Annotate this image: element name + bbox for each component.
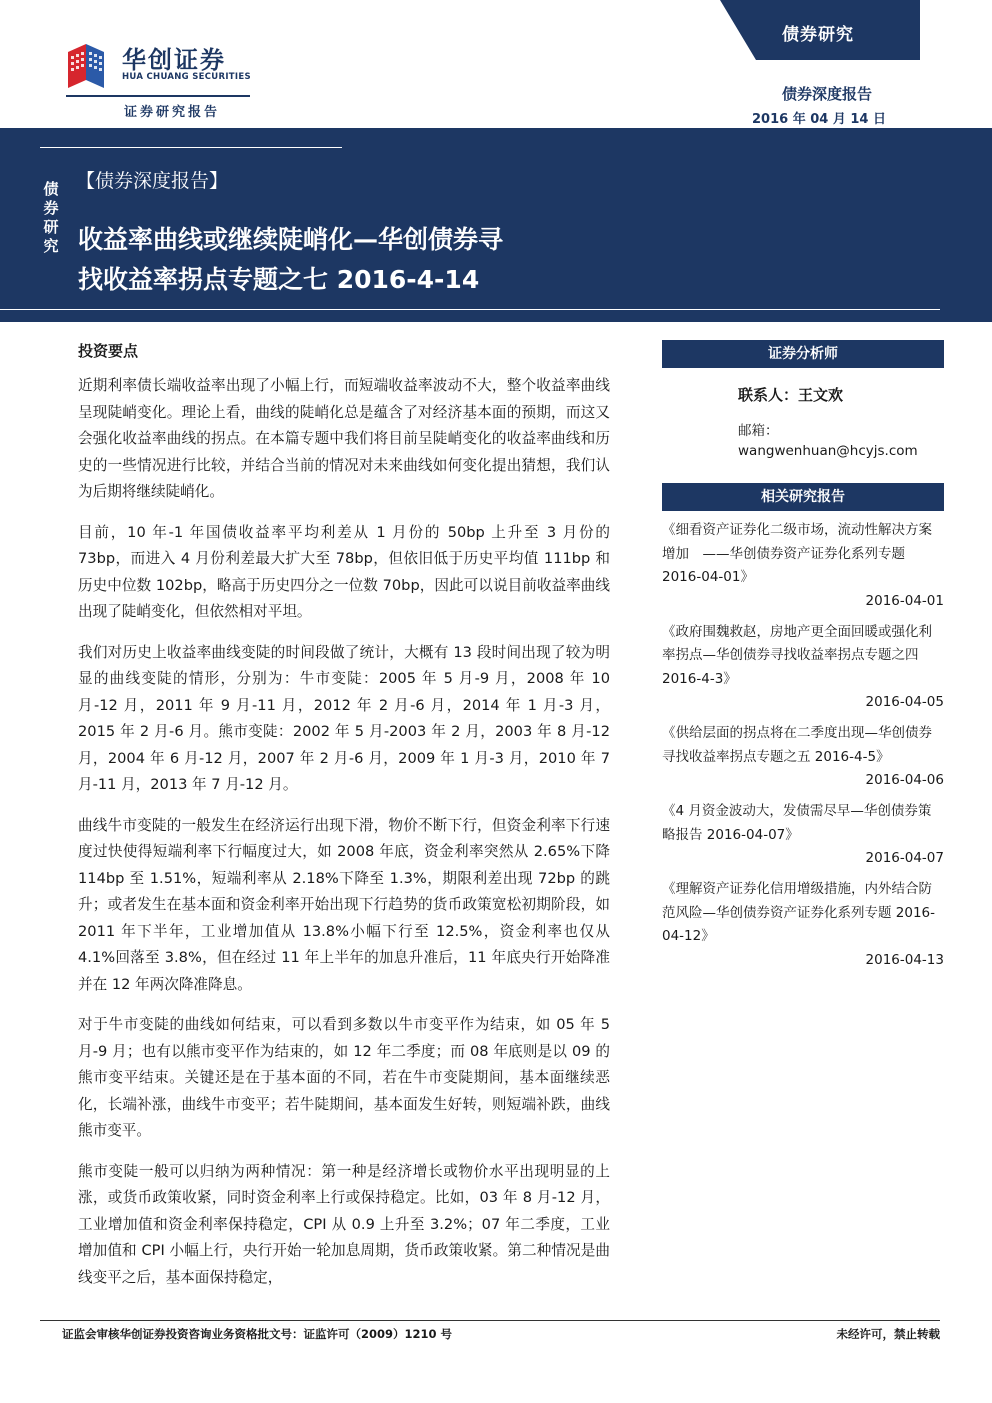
related-report-item[interactable] bbox=[662, 878, 944, 972]
paragraph: 近期利率债长端收益率出现了小幅上行，而短端收益率波动不大，整个收益率曲线呈现陡峭变化。理论上看，曲线的陡峭化总是蕴含了对经济基本面的预期，而这又会强化收益率曲线的拐点。在本篇专题中我们将目前呈陡峭变化的收益率曲线和历史的一些情况进行比较，并结合当前的情况对未来曲线如何变化提出猜想，我们认为后期将继续陡峭化。 bbox=[78, 377, 610, 500]
related-report-date: 2016-04-13 bbox=[865, 951, 944, 968]
paragraph: 我们对历史上收益率曲线变陡的时间段做了统计，大概有 13 段时间出现了较为明显的曲线变陡的情形，分别为：牛市变陡：2005 年 5 月-9 月，2008 年 10 月-12 月，2011 年 9 月-11 月，2012 年 2 月-6 月，2014 年 1 月-3 月，2015 年 2 月-6 月。熊市变陡：2002 年 5 月-2003 年 2 月，2003 年 8 月-12 月，2004 年 6 月-12 月，2007 年 2 月-6 月，2009 年 1 月-3 月，2010 年 7 月-11 月，2013 年 7 月-12 月。 bbox=[78, 643, 610, 793]
related-report-item[interactable] bbox=[662, 621, 944, 715]
related-report-title: 《细看资产证券化二级市场，流动性解决方案增加 ——华创债券资产证券化系列专题 2016-04-01》 bbox=[662, 522, 932, 585]
related-report-date: 2016-04-06 bbox=[865, 772, 944, 788]
header-divider bbox=[66, 95, 250, 97]
section-title: 投资要点 bbox=[78, 342, 139, 360]
footer-notice: 未经许可，禁止转载 bbox=[836, 1327, 940, 1341]
brand-name-en: HUA CHUANG SECURITIES bbox=[122, 72, 251, 82]
paragraph: 熊市变陡一般可以归纳为两种情况：第一种是经济增长或物价水平出现明显的上涨，或货币政策收紧，同时资金利率上行或保持稳定。比如，03 年 8 月-12 月，工业增加值和资金利率保持稳定，CPI 从 0.9 上升至 3.2%；07 年二季度，工业增加值和 CPI 小幅上行，央行开始一轮加息周期，货币政策收紧。第二种情况是曲线变平之后，基本面保持稳定， bbox=[78, 1162, 610, 1286]
report-type: 债券深度报告 bbox=[781, 85, 872, 103]
related-report-title: 《4 月资金波动大，发债需尽早—华创债券策略报告 2016-04-07》 bbox=[662, 803, 932, 843]
huachuang-logo-icon bbox=[64, 42, 120, 88]
side-category-label: 债券研究 bbox=[43, 180, 59, 255]
sidebar bbox=[662, 340, 944, 972]
related-report-title: 《理解资产证券化信用增级措施，内外结合防范风险—华创债券资产证券化系列专题 2016-04-12》 bbox=[662, 881, 936, 944]
paragraph: 曲线牛市变陡的一般发生在经济运行出现下滑，物价不断下行，但资金利率下行速度过快使得短端利率下行幅度过大，如 2008 年底，资金利率突然从 2.65%下降 114bp 至 1.51%，短端利率从 2.18%下降至 1.3%，期限利差出现 72bp 的跳升；或者发生在基本面和资金利率开始出现下行趋势的货币政策宽松初期阶段，如 2011 年下半年，工业增加值从 13.8%小幅下行至 12.5%，资金利率也仅从 4.1%回落至 3.8%，但在经过 11 年上半年的加息升准后，11 年底央行开始降准并在 12 年两次降准降息。 bbox=[78, 816, 610, 993]
related-report-date: 2016-04-07 bbox=[865, 850, 944, 866]
page-title bbox=[78, 220, 658, 300]
footer-license: 证监会审核华创证券投资咨询业务资格批文号：证监许可（2009）1210 号 bbox=[62, 1327, 453, 1341]
report-date: 2016 年 04 月 14 日 bbox=[752, 112, 886, 127]
band-bottom-line bbox=[0, 309, 940, 310]
band-top-line bbox=[40, 147, 342, 148]
title-line-1: 收益率曲线或继续陡峭化—华创债券寻 bbox=[78, 225, 504, 254]
brand-subtitle: 证券研究报告 bbox=[124, 105, 221, 120]
related-report-title: 《供给层面的拐点将在二季度出现—华创债券寻找收益率拐点专题之五 2016-4-5》 bbox=[662, 725, 932, 765]
report-tag: 【债券深度报告】 bbox=[76, 170, 229, 192]
related-report-date: 2016-04-01 bbox=[865, 592, 944, 609]
related-box-title: 相关研究报告 bbox=[662, 483, 944, 511]
related-report-date: 2016-04-05 bbox=[865, 694, 944, 710]
brand-name-cn: 华创证券 bbox=[122, 46, 226, 74]
title-line-2: 找收益率拐点专题之七 2016-4-14 bbox=[78, 265, 480, 294]
email-address: wangwenhuan@hcyjs.com bbox=[738, 443, 918, 459]
paragraph: 目前，10 年-1 年国债收益率平均利差从 1 月份的 50bp 上升至 3 月份的 73bp，而进入 4 月份利差最大扩大至 78bp，但依旧低于历史平均值 111bp 和历史中位数 102bp，略高于历史四分之一位数 70bp，因此可以说目前收益率曲线出现了陡峭变化，但依然相对平坦。 bbox=[78, 523, 610, 620]
paragraph: 对于牛市变陡的曲线如何结束，可以看到多数以牛市变平作为结束，如 05 年 5 月-9 月；也有以熊市变平作为结束的，如 12 年二季度；而 08 年底则是以 09 的熊市变平结束。关键还是在于基本面的不同，若在牛市变陡期间，基本面继续恶化，长端补涨，曲线牛市变平；若牛陡期间，基本面发生好转，则短端补跌，曲线熊市变平。 bbox=[78, 1016, 610, 1139]
related-report-item[interactable] bbox=[662, 519, 944, 613]
email-label: 邮箱： bbox=[738, 423, 779, 439]
contact-person: 联系人：王文欢 bbox=[738, 386, 844, 404]
body-text bbox=[78, 373, 610, 1305]
corner-tab-label: 债券研究 bbox=[782, 25, 854, 45]
footer-divider bbox=[40, 1320, 940, 1321]
related-report-item[interactable] bbox=[662, 800, 944, 870]
related-report-item[interactable] bbox=[662, 722, 944, 792]
analyst-box-title: 证券分析师 bbox=[662, 340, 944, 368]
related-reports bbox=[662, 483, 944, 972]
related-report-title: 《政府围魏救赵，房地产更全面回暖或强化利率拐点—华创债券寻找收益率拐点专题之四 2016-4-3》 bbox=[662, 623, 932, 687]
